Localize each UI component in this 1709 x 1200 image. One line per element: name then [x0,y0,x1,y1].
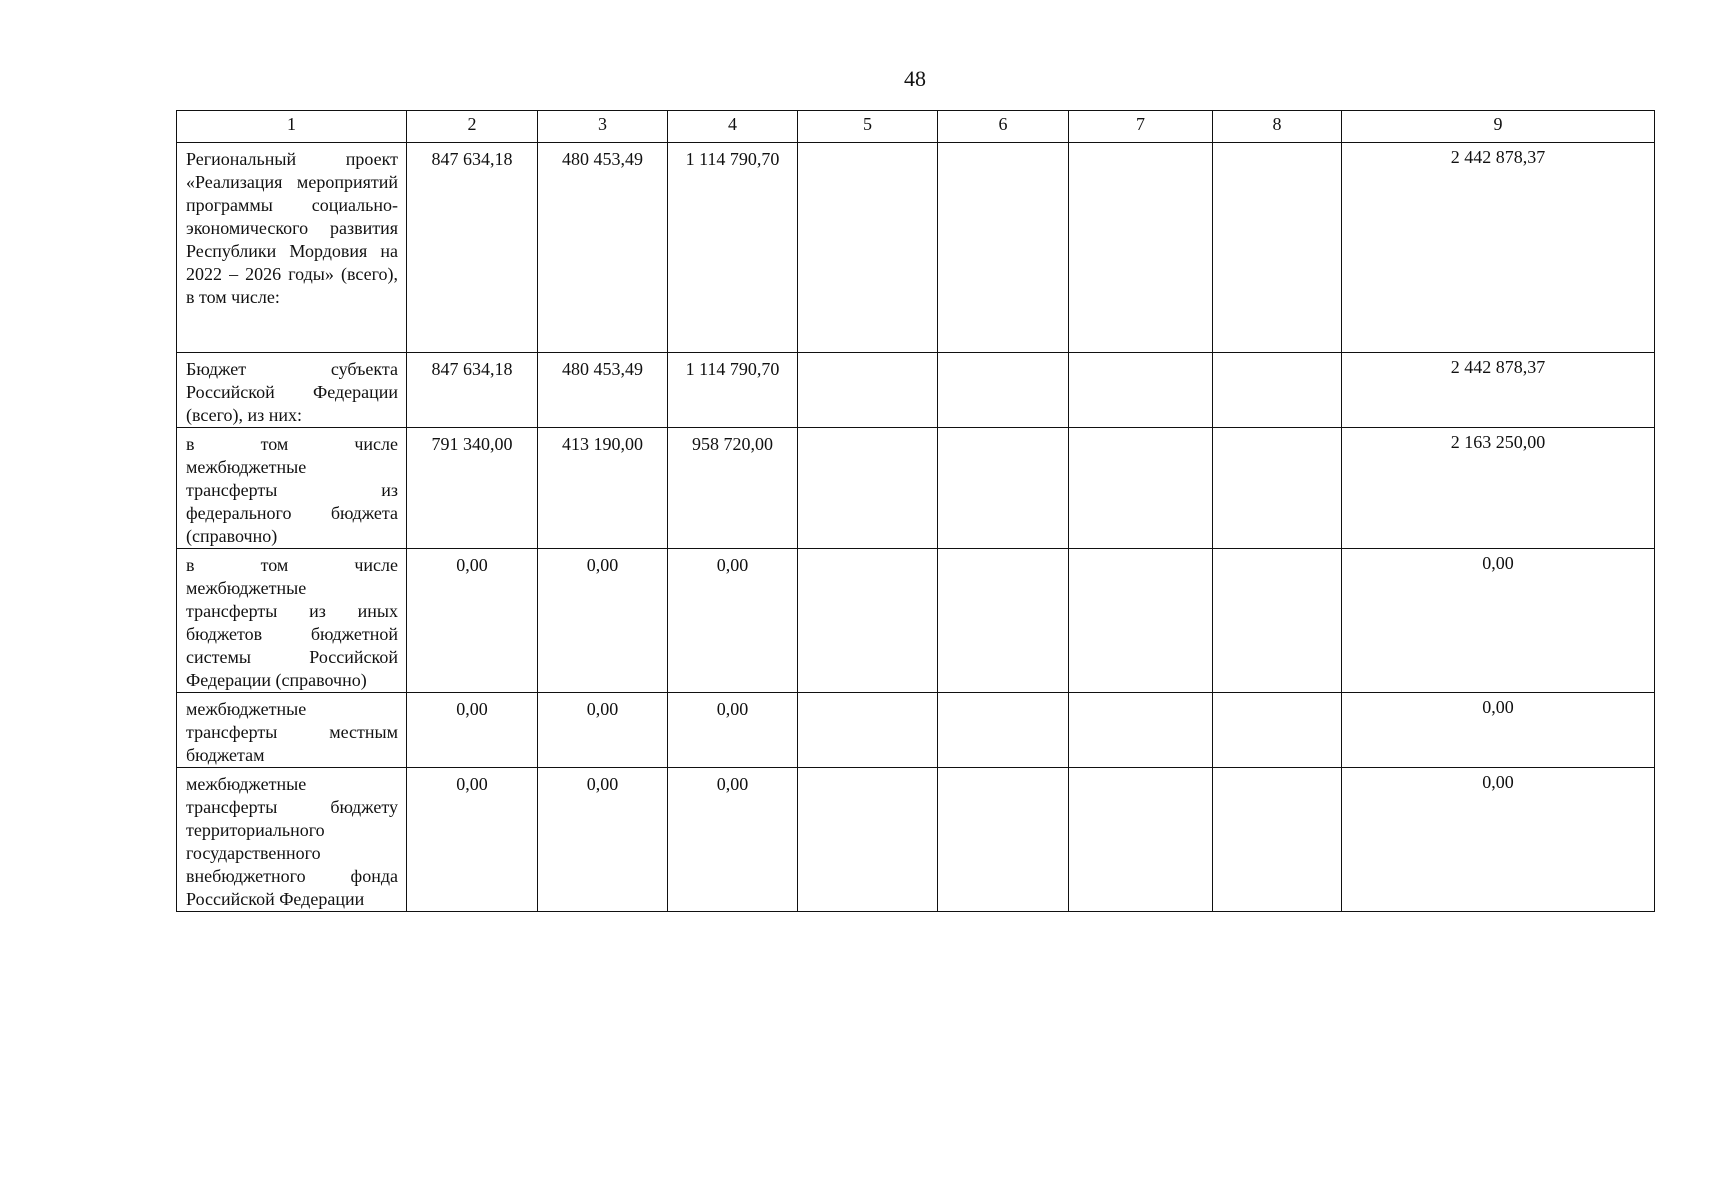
column-header: 5 [798,111,938,143]
table-cell [1069,693,1213,768]
table-row [177,693,1655,768]
table-cell [798,768,938,912]
column-header: 8 [1213,111,1342,143]
table-cell: 0,00 [538,549,668,693]
budget-table [176,110,1655,912]
column-header: 4 [668,111,798,143]
row-label: межбюджетные трансферты местным бюджетам [177,693,407,768]
table-cell: 958 720,00 [668,428,798,549]
table-cell: 791 340,00 [407,428,538,549]
table-cell [798,428,938,549]
table-cell: 0,00 [407,549,538,693]
table-cell: 0,00 [668,768,798,912]
column-header: 7 [1069,111,1213,143]
table-cell: 1 114 790,70 [668,143,798,353]
table-header-row [177,111,1655,143]
table-cell [1213,768,1342,912]
table-cell: 480 453,49 [538,353,668,428]
table-row [177,143,1655,353]
table-cell: 0,00 [407,768,538,912]
table-cell [1213,549,1342,693]
total-cell: 2 163 250,00 [1342,428,1655,549]
table-cell [938,428,1069,549]
table-cell [938,549,1069,693]
table-row [177,428,1655,549]
table-cell [1069,549,1213,693]
table-cell [1213,693,1342,768]
table-cell: 480 453,49 [538,143,668,353]
column-header: 3 [538,111,668,143]
total-cell: 0,00 [1342,768,1655,912]
column-header: 2 [407,111,538,143]
column-header: 9 [1342,111,1655,143]
table-row [177,549,1655,693]
table-cell: 0,00 [407,693,538,768]
table-cell [1213,353,1342,428]
table-cell: 0,00 [668,549,798,693]
table-cell: 0,00 [538,693,668,768]
table-cell [938,143,1069,353]
row-label: Бюджет субъекта Российской Федерации (всего), из них: [177,353,407,428]
table-cell [1213,143,1342,353]
total-cell: 0,00 [1342,693,1655,768]
table-cell: 413 190,00 [538,428,668,549]
table-cell [798,143,938,353]
table-cell [1069,428,1213,549]
table-cell [798,353,938,428]
table-cell: 1 114 790,70 [668,353,798,428]
table-cell: 0,00 [668,693,798,768]
table-cell [798,693,938,768]
table-cell [1213,428,1342,549]
row-label: в том числе межбюджетные трансферты из иных бюджетов бюджетной системы Российской Федерации (справочно) [177,549,407,693]
total-cell: 2 442 878,37 [1342,143,1655,353]
table-row [177,768,1655,912]
row-label: межбюджетные трансферты бюджету территориального государственного внебюджетного фонда Российской Федерации [177,768,407,912]
total-cell: 2 442 878,37 [1342,353,1655,428]
table-cell: 0,00 [538,768,668,912]
table-cell [1069,353,1213,428]
table-cell: 847 634,18 [407,353,538,428]
total-cell: 0,00 [1342,549,1655,693]
page-number: 48 [904,66,926,91]
table-cell [938,353,1069,428]
table-cell [1069,143,1213,353]
row-label: Региональный проект «Реализация мероприятий программы социально-экономического развития Республики Мордовия на 2022 – 2026 годы» (всего), в том числе: [177,143,407,353]
table-cell [938,768,1069,912]
table-row [177,353,1655,428]
column-header: 6 [938,111,1069,143]
table-cell [798,549,938,693]
row-label: в том числе межбюджетные трансферты из федерального бюджета (справочно) [177,428,407,549]
table-cell: 847 634,18 [407,143,538,353]
column-header: 1 [177,111,407,143]
table-cell [938,693,1069,768]
table-cell [1069,768,1213,912]
